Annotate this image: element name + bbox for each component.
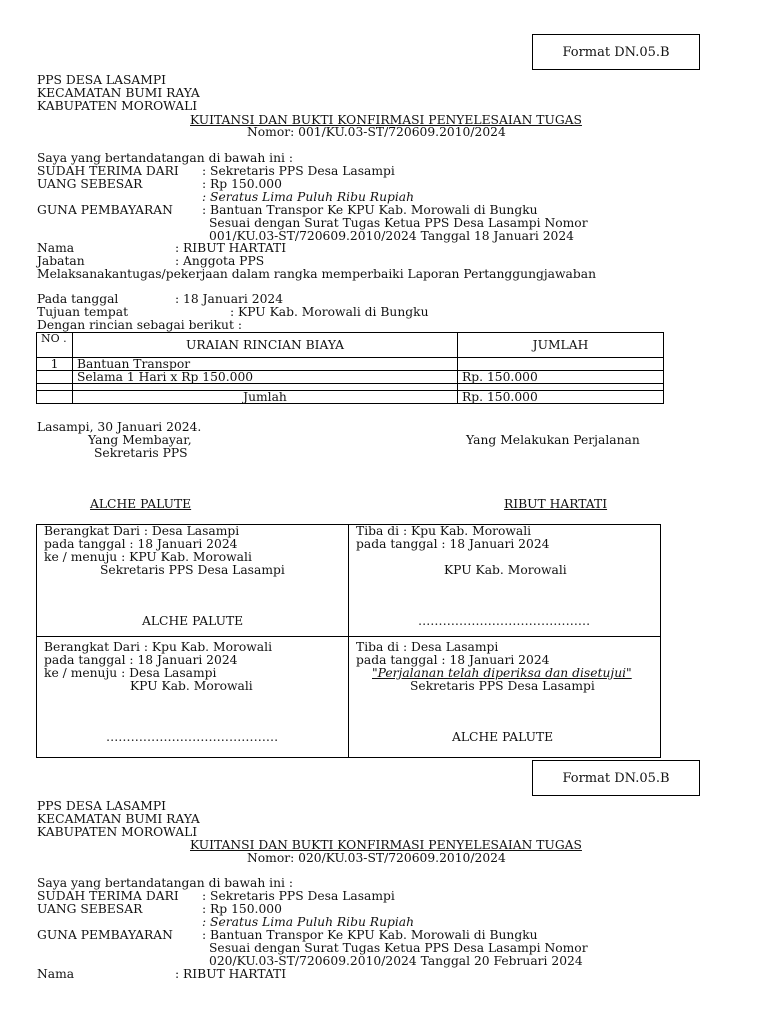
departure-signature: ALCHE PALUTE: [142, 614, 244, 628]
purpose-line-3: 001/KU.03-ST/720609.2010/2024 Tanggal 18 Januari 2024: [209, 229, 574, 243]
org-line-3: KABUPATEN MOROWALI: [37, 99, 198, 113]
format-label: [532, 34, 700, 70]
return-to: ke / menuju : Desa Lasampi: [44, 666, 217, 680]
document-title: KUITANSI DAN BUKTI KONFIRMASI PENYELESAIAN TUGAS: [190, 113, 582, 127]
header-description: [73, 333, 458, 358]
purpose-label-2: GUNA PEMBAYARAN: [37, 928, 173, 942]
header-amount-text: JUMLAH: [532, 338, 589, 352]
arrival-at: Tiba di : Kpu Kab. Morowali: [356, 524, 532, 538]
grid-divider-vertical: [348, 524, 349, 757]
approval-note: "Perjalanan telah diperiksa dan disetujui": [372, 666, 632, 680]
approval-signature: ALCHE PALUTE: [452, 730, 554, 744]
traveler-name: RIBUT HARTATI: [504, 497, 608, 511]
position-value: : Anggota PPS: [175, 254, 265, 268]
document-number-2: Nomor: 020/KU.03-ST/720609.2010/2024: [247, 851, 506, 865]
purpose-line-3-2: 020/KU.03-ST/720609.2010/2024 Tanggal 20 Februari 2024: [209, 954, 583, 968]
return-signature: ……………………………………: [106, 730, 279, 744]
grid-divider-horizontal: [36, 636, 660, 637]
date-label: Pada tanggal: [37, 292, 119, 306]
amount-in-words: : Seratus Lima Puluh Ribu Rupiah: [202, 190, 415, 204]
name-value: : RIBUT HARTATI: [175, 241, 287, 255]
place-date: Lasampi, 30 Januari 2024.: [37, 420, 202, 434]
destination-value: : KPU Kab. Morowali di Bungku: [230, 305, 429, 319]
approval-role: Sekretaris PPS Desa Lasampi: [410, 679, 595, 693]
intro-text: Saya yang bertandatangan di bawah ini :: [37, 151, 294, 165]
received-from-label: SUDAH TERIMA DARI: [37, 164, 179, 178]
destination-label: Tujuan tempat: [37, 305, 129, 319]
format-label-text: Format DN.05.B: [562, 770, 670, 786]
row-no: [37, 391, 73, 404]
purpose-line-1: : Bantuan Transpor Ke KPU Kab. Morowali di Bungku: [202, 203, 538, 217]
purpose-label: GUNA PEMBAYARAN: [37, 203, 173, 217]
row-description: Selama 1 Hari x Rp 150.000: [73, 371, 458, 384]
amount-value-2: : Rp 150.000: [202, 902, 282, 916]
amount-value: : Rp 150.000: [202, 177, 282, 191]
table-row: [37, 384, 664, 391]
table-row: [37, 358, 664, 371]
departure-date: pada tanggal : 18 Januari 2024: [44, 537, 238, 551]
name-label-2: Nama: [37, 967, 75, 981]
org-line-1: PPS DESA LASAMPI: [37, 73, 167, 87]
header-description-text: URAIAN RINCIAN BIAYA: [186, 338, 344, 352]
purpose-line-2-2: Sesuai dengan Surat Tugas Ketua PPS Desa Lasampi Nomor: [209, 941, 588, 955]
return-place: KPU Kab. Morowali: [130, 679, 253, 693]
name-value-2: : RIBUT HARTATI: [175, 967, 287, 981]
format-label-text: Format DN.05.B: [562, 44, 670, 60]
document-number: Nomor: 001/KU.03-ST/720609.2010/2024: [247, 125, 506, 139]
traveler-title: Yang Melakukan Perjalanan: [466, 433, 640, 447]
total-label: Jumlah: [73, 391, 458, 404]
return-arrival-date: pada tanggal : 18 Januari 2024: [356, 653, 550, 667]
org-line-3: KABUPATEN MOROWALI: [37, 825, 198, 839]
amount-label-2: UANG SEBESAR: [37, 902, 143, 916]
org-line-2: KECAMATAN BUMI RAYA: [37, 812, 200, 826]
name-label: Nama: [37, 241, 75, 255]
position-label: Jabatan: [37, 254, 85, 268]
return-date: pada tanggal : 18 Januari 2024: [44, 653, 238, 667]
details-intro: Dengan rincian sebagai berikut :: [37, 318, 242, 332]
total-value: Rp. 150.000: [458, 391, 664, 404]
payer-title: Yang Membayar,: [88, 433, 192, 447]
received-from-label-2: SUDAH TERIMA DARI: [37, 889, 179, 903]
arrival-place: KPU Kab. Morowali: [444, 563, 567, 577]
header-no-text: NO .: [41, 332, 67, 345]
org-line-1: PPS DESA LASAMPI: [37, 799, 167, 813]
return-arrival-at: Tiba di : Desa Lasampi: [356, 640, 499, 654]
table-row: [37, 371, 664, 384]
cost-details-table: [36, 332, 664, 404]
row-description: Bantuan Transpor: [73, 358, 458, 371]
row-amount: [458, 358, 664, 371]
arrival-signature: ……………………………………: [418, 614, 591, 628]
row-no: 1: [37, 358, 73, 371]
header-no: [37, 333, 73, 358]
received-from-value-2: : Sekretaris PPS Desa Lasampi: [202, 889, 395, 903]
header-amount: [458, 333, 664, 358]
row-amount: Rp. 150.000: [458, 371, 664, 384]
intro-text-2: Saya yang bertandatangan di bawah ini :: [37, 876, 294, 890]
purpose-line-1-2: : Bantuan Transpor Ke KPU Kab. Morowali di Bungku: [202, 928, 538, 942]
row-no: [37, 384, 73, 391]
departure-to: ke / menuju : KPU Kab. Morowali: [44, 550, 252, 564]
received-from-value: : Sekretaris PPS Desa Lasampi: [202, 164, 395, 178]
return-from: Berangkat Dari : Kpu Kab. Morowali: [44, 640, 273, 654]
document-title-2: KUITANSI DAN BUKTI KONFIRMASI PENYELESAIAN TUGAS: [190, 838, 582, 852]
payer-role: Sekretaris PPS: [94, 446, 188, 460]
table-header-row: [37, 333, 664, 358]
table-total-row: [37, 391, 664, 404]
departure-role: Sekretaris PPS Desa Lasampi: [100, 563, 285, 577]
amount-label: UANG SEBESAR: [37, 177, 143, 191]
format-label-2: [532, 760, 700, 796]
amount-in-words-2: : Seratus Lima Puluh Ribu Rupiah: [202, 915, 415, 929]
purpose-line-2: Sesuai dengan Surat Tugas Ketua PPS Desa Lasampi Nomor: [209, 216, 588, 230]
row-no: [37, 371, 73, 384]
payer-name: ALCHE PALUTE: [90, 497, 192, 511]
task-description: Melaksanakantugas/pekerjaan dalam rangka memperbaiki Laporan Pertanggungjawaban: [37, 267, 596, 281]
departure-from: Berangkat Dari : Desa Lasampi: [44, 524, 240, 538]
org-line-2: KECAMATAN BUMI RAYA: [37, 86, 200, 100]
arrival-date: pada tanggal : 18 Januari 2024: [356, 537, 550, 551]
date-value: : 18 Januari 2024: [175, 292, 284, 306]
